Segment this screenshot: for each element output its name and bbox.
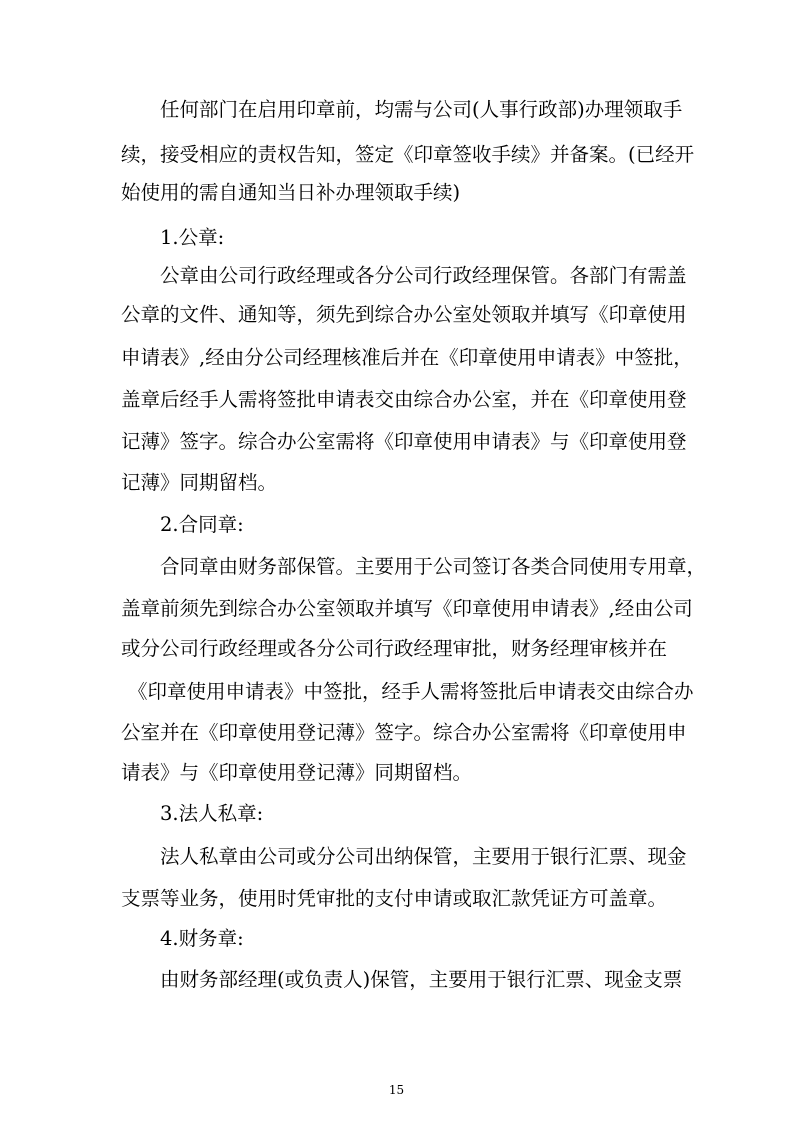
section-heading: 2.合同章: xyxy=(160,513,244,536)
page-number: 15 xyxy=(388,1083,405,1097)
body-text-line: 或分公司行政经理或各分公司行政经理审批，财务经理审核并在 xyxy=(121,637,668,660)
body-text-line: 法人私章由公司或分公司出纳保管，主要用于银行汇票、现金 xyxy=(160,845,687,868)
section-heading: 1.公章: xyxy=(160,226,225,249)
body-text-line: 请表》与《印章使用登记薄》同期留档。 xyxy=(121,761,473,784)
body-text-line: 公章的文件、通知等，须先到综合办公室处领取并填写《印章使用 xyxy=(121,303,687,326)
body-text-line: 公章由公司行政经理或各分公司行政经理保管。各部门有需盖 xyxy=(160,264,687,287)
body-text-line: 记薄》签字。综合办公室需将《印章使用申请表》与《印章使用登 xyxy=(121,430,687,453)
body-text-line: 续，接受相应的责权告知，签定《印章签收手续》并备案。(已经开 xyxy=(121,143,695,166)
body-text-line: 记薄》同期留档。 xyxy=(121,471,278,494)
body-text-line: 始使用的需自通知当日补办理领取手续) xyxy=(121,181,461,204)
body-text-line: 由财务部经理(或负责人)保管，主要用于银行汇票、现金支票 xyxy=(160,968,683,991)
body-text-line: 支票等业务，使用时凭审批的支付申请或取汇款凭证方可盖章。 xyxy=(121,887,668,910)
section-heading: 3.法人私章: xyxy=(160,802,264,825)
body-text-line: 任何部门在启用印章前，均需与公司(人事行政部)办理领取手 xyxy=(160,98,683,121)
body-text-line: 《印章使用申请表》中签批，经手人需将签批后申请表交由综合办 xyxy=(128,680,694,703)
body-text-line: 合同章由财务部保管。主要用于公司签订各类合同使用专用章， xyxy=(160,555,707,578)
section-heading: 4.财务章: xyxy=(160,927,244,950)
body-text-line: 盖章前须先到综合办公室领取并填写《印章使用申请表》,经由公司 xyxy=(121,597,693,620)
body-text-line: 公室并在《印章使用登记薄》签字。综合办公室需将《印章使用申 xyxy=(121,721,687,744)
body-text-line: 申请表》,经由分公司经理核准后并在《印章使用申请表》中签批， xyxy=(121,346,693,369)
body-text-line: 盖章后经手人需将签批申请表交由综合办公室，并在《印章使用登 xyxy=(121,388,687,411)
